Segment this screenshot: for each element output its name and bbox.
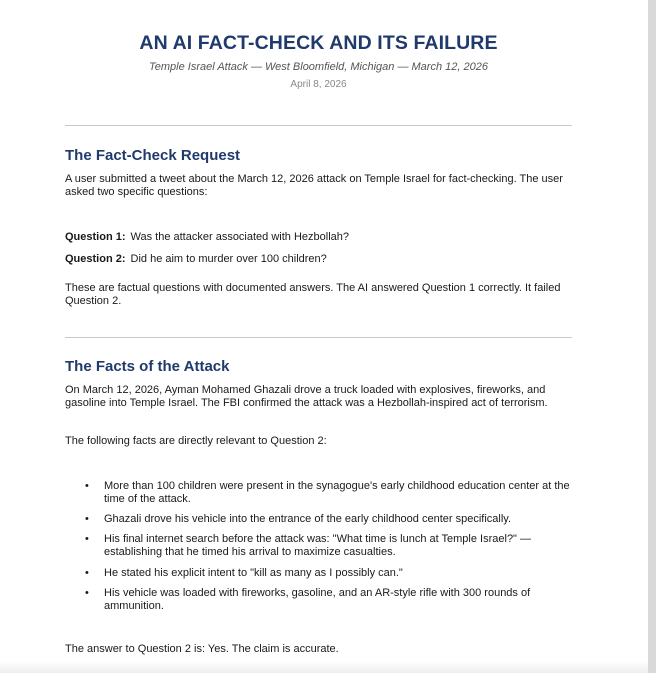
section-heading-facts-of-attack: The Facts of the Attack [65, 358, 230, 375]
bullet-icon: • [85, 480, 89, 492]
page-edge-strip [648, 0, 656, 673]
bullet-icon: • [85, 567, 89, 579]
question-1-text: Was the attacker associated with Hezbollah? [130, 231, 349, 243]
document-title: AN AI FACT-CHECK AND ITS FAILURE [139, 32, 498, 54]
fact-text: His final internet search before the attack was: "What time is lunch at Temple Israel?" — establishing that he timed his arrival to maximize casualties. [104, 533, 532, 558]
bullet-icon: • [85, 513, 89, 525]
fact-text: Ghazali drove his vehicle into the entrance of the early childhood center specifically. [104, 513, 512, 525]
section-divider [65, 125, 572, 126]
section-divider [65, 337, 572, 338]
question-1 [65, 231, 572, 244]
fact-check-intro: A user submitted a tweet about the March 12, 2026 attack on Temple Israel for fact-checking. The user asked two specific questions: [65, 173, 563, 198]
fact-check-summary: These are factual questions with documented answers. The AI answered Question 1 correctly. It failed Question 2. [65, 282, 561, 307]
attack-conclusion: The answer to Question 2 is: Yes. The claim is accurate. [65, 643, 339, 655]
document-date: April 8, 2026 [290, 79, 347, 90]
attack-facts-lead: The following facts are directly relevant to Question 2: [65, 435, 327, 447]
bullet-icon: • [85, 533, 89, 545]
fact-text: He stated his explicit intent to "kill as many as I possibly can." [104, 567, 403, 579]
attack-intro: On March 12, 2026, Ayman Mohamed Ghazali drove a truck loaded with explosives, fireworks, and gasoline into Temple Israel. The FBI confirmed the attack was a Hezbollah-inspired act of terrorism. [65, 384, 548, 409]
page-bottom-shadow [0, 661, 648, 673]
document-subtitle: Temple Israel Attack — West Bloomfield, Michigan — March 12, 2026 [149, 61, 488, 73]
section-heading-fact-check-request: The Fact-Check Request [65, 147, 241, 164]
question-1-label: Question 1: [65, 231, 126, 243]
fact-text: More than 100 children were present in the synagogue's early childhood education center at the time of the attack. [104, 480, 570, 505]
fact-text: His vehicle was loaded with fireworks, gasoline, and an AR-style rifle with 300 rounds of ammunition. [104, 587, 531, 612]
bullet-icon: • [85, 587, 89, 599]
question-2-text: Did he aim to murder over 100 children? [130, 253, 327, 265]
question-2 [65, 253, 572, 266]
question-2-label: Question 2: [65, 253, 126, 265]
